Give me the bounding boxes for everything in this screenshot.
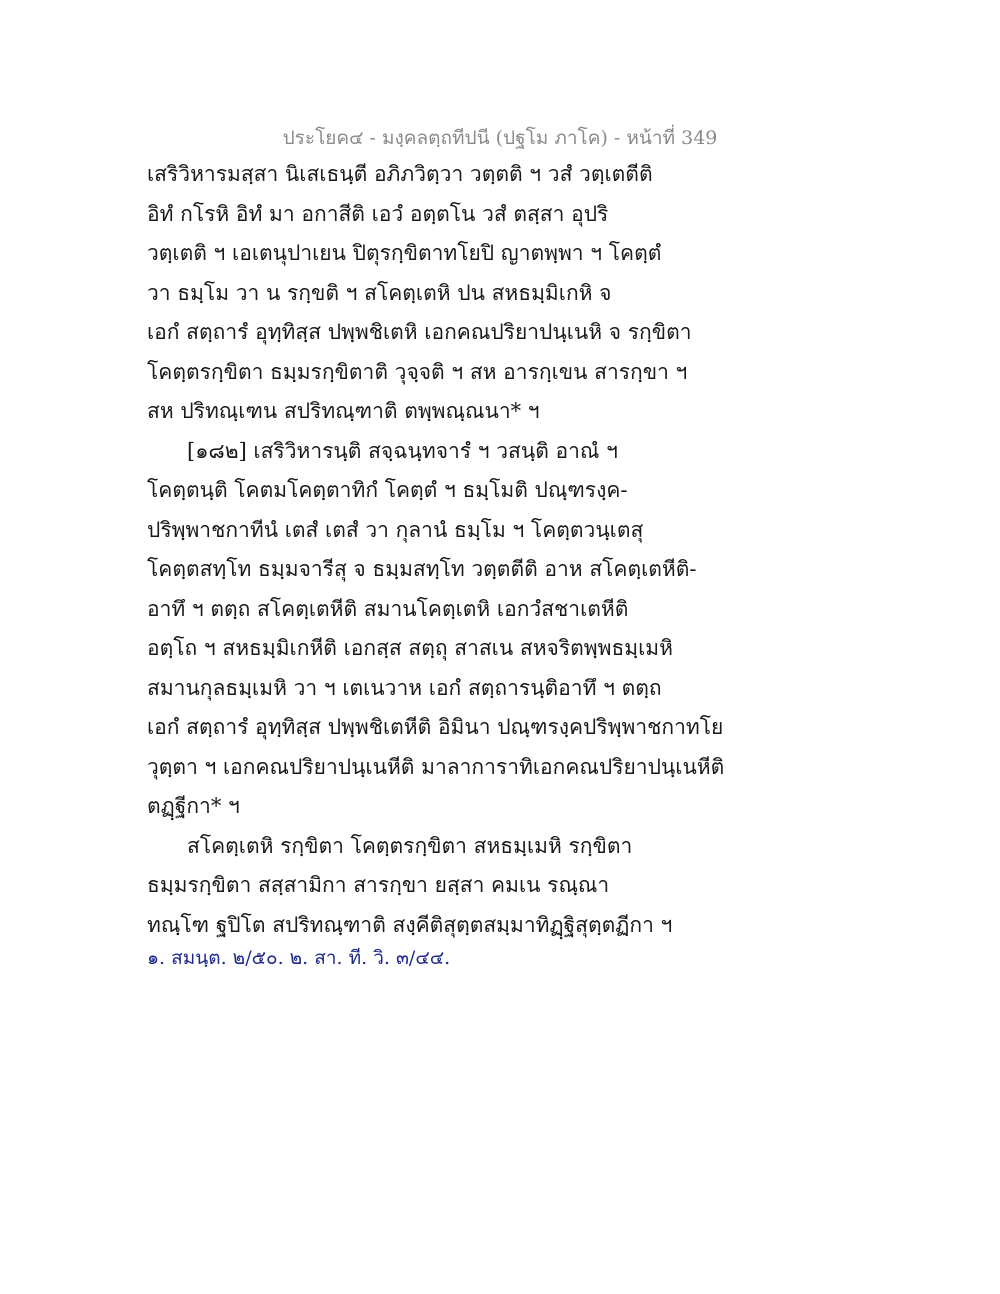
text-line: สมานกุลธมฺเมหิ วา ฯ เตเนวาห เอกํ สตฺถารนฺติอาทึ ฯ ตตฺถ (147, 675, 662, 700)
text-line: วุตฺตา ฯ เอกคณปริยาปนฺเนหีติ มาลาการาทิเอกคณปริยาปนฺเนหีติ (147, 754, 725, 779)
paragraph-start-line: [๑๘๒] เสริวิหารนฺติ สจฺฉนฺทจารํ ฯ วสนฺติ อาณํ ฯ (187, 438, 618, 463)
text-line: โคตฺตสทฺโท ธมฺมจารีสุ จ ธมฺมสทฺโท วตฺตตีติ อาห สโคตฺเตหีติ- (147, 557, 697, 581)
paragraph-start-line: สโคตฺเตหิ รกฺขิตา โคตฺตรกฺขิตา สหธมฺเมหิ รกฺขิตา (187, 833, 633, 858)
text-line: ทณฺโฑ ฐปิโต สปริทณฺฑาติ สงฺคีติสุตฺตสมฺมาทิฏฺฐิสุตฺตฏีกา ฯ (147, 912, 673, 937)
text-line: ตฏฺฐีกา* ฯ (147, 794, 240, 818)
text-line: วา ธมฺโม วา น รกฺขติ ฯ สโคตฺเตหิ ปน สหธมฺมิเกหิ จ (147, 280, 612, 305)
text-line: ปริพฺพาชกาทีนํ เตสํ เตสํ วา กุลานํ ธมฺโม ฯ โคตฺตวนฺเตสุ (147, 517, 644, 542)
text-line: โคตฺตนฺติ โคตมโคตฺตาทิกํ โคตฺตํ ฯ ธมฺโมติ ปณฺฑรงฺค- (147, 478, 628, 502)
text-line: อตฺโถ ฯ สหธมฺมิเกหีติ เอกสฺส สตฺถุ สาสเน สหจริตพฺพธมฺเมหิ (147, 636, 673, 660)
text-line: เสริวิหารมสฺสา นิเสเธนฺตี อภิภวิตฺวา วตฺตติ ฯ วสํ วตฺเตตีติ (147, 162, 653, 186)
text-line: อาทึ ฯ ตตฺถ สโคตฺเตหีติ สมานโคตฺเตหิ เอกวํสชาเตหีติ (147, 596, 629, 621)
text-line: สห ปริทณฺเฑน สปริทณฺฑาติ ตพฺพณฺณนา* ฯ (147, 399, 540, 423)
text-line: วตฺเตติ ฯ เอเตนุปาเยน ปิตุรกฺขิตาทโยปิ ญาตพฺพา ฯ โคตฺตํ (147, 241, 662, 265)
text-line: อิทํ กโรหิ อิทํ มา อกาสีติ เอวํ อตฺตโน วสํ ตสฺสา อุปริ (147, 201, 609, 226)
footnote: ๑. สมนฺต. ๒/๕๐. ๒. สา. ที. วิ. ๓/๔๔. (147, 947, 451, 969)
body-text (147, 158, 725, 972)
text-line: เอกํ สตฺถารํ อุทฺทิสฺส ปพฺพชิเตหิ เอกคณปริยาปนฺเนหิ จ รกฺขิตา (147, 320, 692, 344)
text-line: ธมฺมรกฺขิตา สสฺสามิกา สารกฺขา ยสฺสา คมเน รณฺณา (147, 873, 610, 897)
page-header: ประโยค๔ - มงฺคลตฺถทีปนี (ปฐโม ภาโค) - หน้าที่ 349 (282, 127, 718, 149)
text-line: โคตฺตรกฺขิตา ธมฺมรกฺขิตาติ วุจฺจติ ฯ สห อารกฺเขน สารกฺขา ฯ (147, 359, 688, 384)
text-line: เอกํ สตฺถารํ อุทฺทิสฺส ปพฺพชิเตหีติ อิมินา ปณฺฑรงฺคปริพฺพาชกาทโย (147, 715, 724, 739)
